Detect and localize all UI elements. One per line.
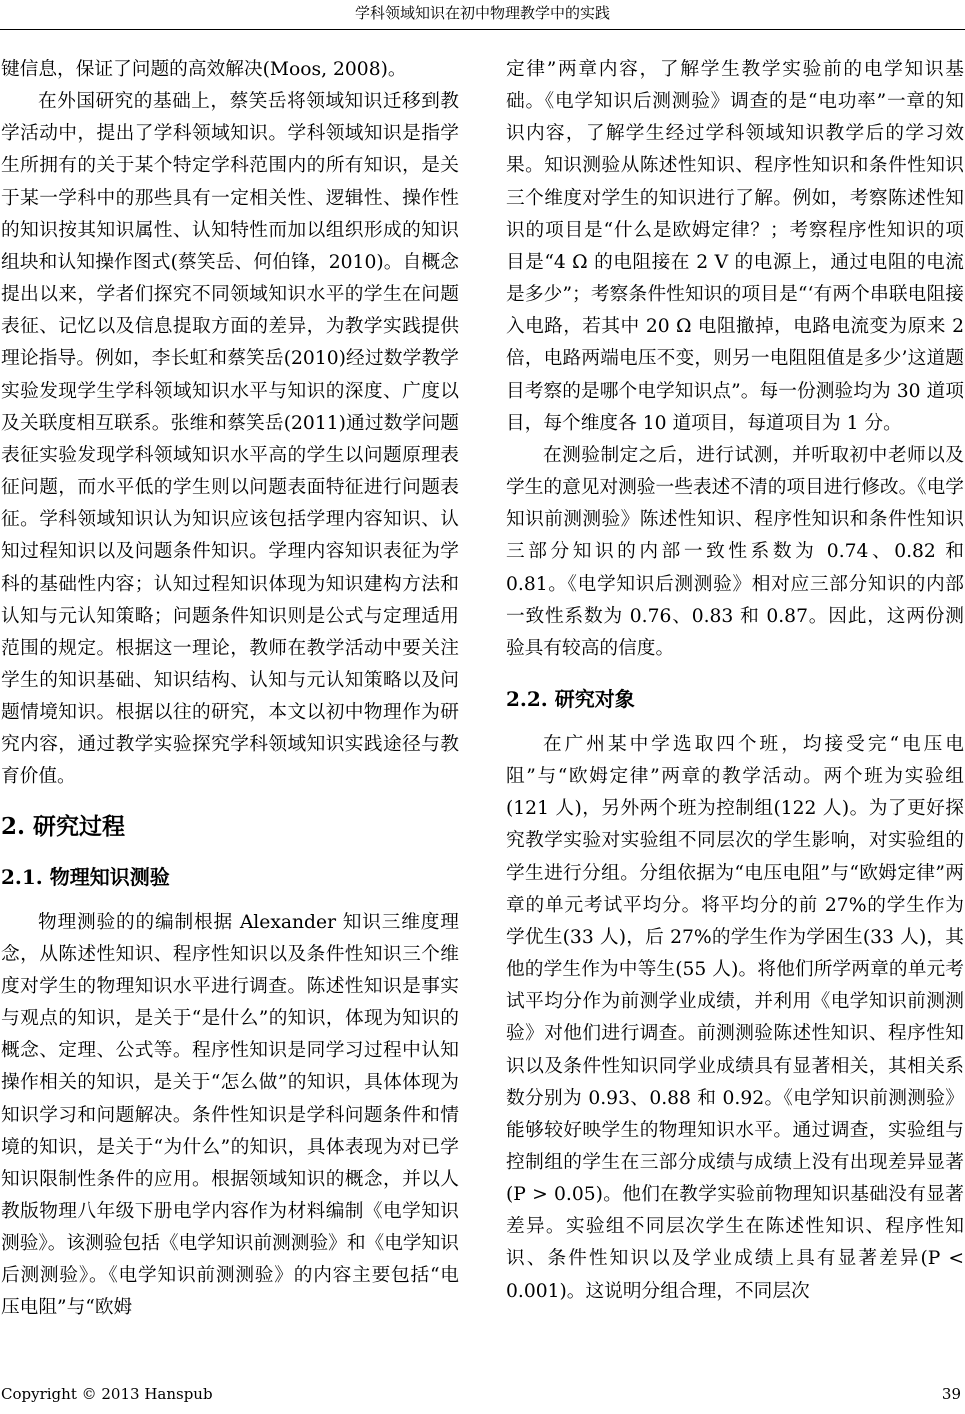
paragraph: 物理测验的的编制根据 Alexander 知识三维度理念，从陈述性知识、程序性知识以及条件性知识三个维度对学生的物理知识水平进行调查。陈述性知识是事实与观点的知识，是关于“是什么”的知识，体现为知识的概念、定理、公式等。程序性知识是同学习过程中认知操作相关的知识，是关于“怎么做”的知识，具体体现为知识学习和问题解决。条件性知识是学科问题条件和情境的知识，是关于“为什么”的知识，具体表现为对已学知识限制性条件的应用。根据领域知识的概念，并以人教版物理八年级下册电学内容作为材料编制《电学知识测验》。该测验包括《电学知识前测测验》和《电学知识后测测验》。《电学知识前测测验》的内容主要包括“电压电阻”与“欧姆 xyxy=(1,911,459,1319)
left-column xyxy=(1,54,459,1325)
subsection-heading: 2.2. 研究对象 xyxy=(506,686,635,711)
paragraph: 定律”两章内容，了解学生教学实验前的电学知识基础。《电学知识后测测验》调查的是“电功率”一章的知识内容，了解学生经过学科领域知识教学后的学习效果。知识测验从陈述性知识、程序性知识和条件性知识三个维度对学生的知识进行了解。例如，考察陈述性知识的项目是“什么是欧姆定律？；考察程序性知识的项目是“4 Ω 的电阻接在 2 V 的电源上，通过电阻的电流是多少”；考察条件性知识的项目是“‘有两个串联电阻接入电路，若其中 20 Ω 电阻撤掉，电路电流变为原来 2 倍，电路两端电压不变，则另一电阻阻值是多少’这道题目考察的是哪个电学知识点”。每一份测验均为 30 道项目，每个维度各 10 道项目，每道项目为 1 分。 xyxy=(506,59,964,434)
section-heading: 2. 研究过程 xyxy=(1,812,126,840)
header-divider xyxy=(0,29,965,30)
right-column xyxy=(506,54,964,1308)
paragraph: 键信息，保证了问题的高效解决(Moos, 2008)。 xyxy=(1,59,407,80)
paragraph: 在测验制定之后，进行试测，并听取初中老师以及学生的意见对测验一些表述不清的项目进行修改。《电学知识前测测验》陈述性知识、程序性知识和条件性知识三部分知识的内部一致性系数为 0.74、0.82 和 0.81。《电学知识后测测验》相对应三部分知识的内部一致性系数为 0.76、0.83 和 0.87。因此，这两份测验具有较高的信度。 xyxy=(506,444,964,659)
paragraph: 在外国研究的基础上，蔡笑岳将领域知识迁移到教学活动中，提出了学科领域知识。学科领域知识是指学生所拥有的关于某个特定学科范围内的所有知识，是关于某一学科中的那些具有一定相关性、逻辑性、操作性的知识按其知识属性、认知特性而加以组织形成的知识组块和认知操作图式(蔡笑岳、何伯锋，2010)。自概念提出以来，学者们探究不同领域知识水平的学生在问题表征、记忆以及信息提取方面的差异，为教学实践提供理论指导。例如，李长虹和蔡笑岳(2010)经过数学教学实验发现学生学科领域知识水平与知识的深度、广度以及关联度相互联系。张维和蔡笑岳(2011)通过数学问题表征实验发现学科领域知识水平高的学生以问题原理表征问题，而水平低的学生则以问题表面特征进行问题表征。学科领域知识认为知识应该包括学理内容知识、认知过程知识以及问题条件知识。学理内容知识表征为学科的基础性内容；认知过程知识体现为知识建构方法和认知与元认知策略；问题条件知识则是公式与定理适用范围的规定。根据这一理论，教师在教学活动中要关注学生的知识基础、知识结构、认知与元认知策略以及问题情境知识。根据以往的研究，本文以初中物理作为研究内容，通过教学实验探究学科领域知识实践途径与教育价值。 xyxy=(1,91,459,788)
paragraph: 在广州某中学选取四个班，均接受完“电压电阻”与“欧姆定律”两章的教学活动。两个班为实验组(121 人)，另外两个班为控制组(122 人)。为了更好探究教学实验对实验组不同层次的学生影响，对实验组的学生进行分组。分组依据为“电压电阻”与“欧姆定律”两章的单元考试平均分。将平均分的前 27%的学生作为学优生(33 人)，后 27%的学生作为学困生(33 人)，其他的学生作为中等生(55 人)。将他们所学两章的单元考试平均分作为前测学业成绩，并利用《电学知识前测测验》对他们进行调查。前测测验陈述性知识、程序性知识以及条件性知识同学业成绩具有显著相关，其相关系数分别为 0.93、0.88 和 0.92。《电学知识前测测验》能够较好映学生的物理知识水平。通过调查，实验组与控制组的学生在三部分成绩与成绩上没有出现差异显著(P > 0.05)。他们在教学实验前物理知识基础没有显著差异。实验组不同层次学生在陈述性知识、程序性知识、条件性知识以及学业成绩上具有显著差异(P < 0.001)。这说明分组合理，不同层次 xyxy=(506,733,964,1302)
page-number: 39 xyxy=(941,1385,961,1403)
copyright-notice: Copyright © 2013 Hanspub xyxy=(1,1385,213,1403)
running-header: 学科领域知识在初中物理教学中的实践 xyxy=(354,4,610,22)
subsection-heading: 2.1. 物理知识测验 xyxy=(1,864,170,889)
